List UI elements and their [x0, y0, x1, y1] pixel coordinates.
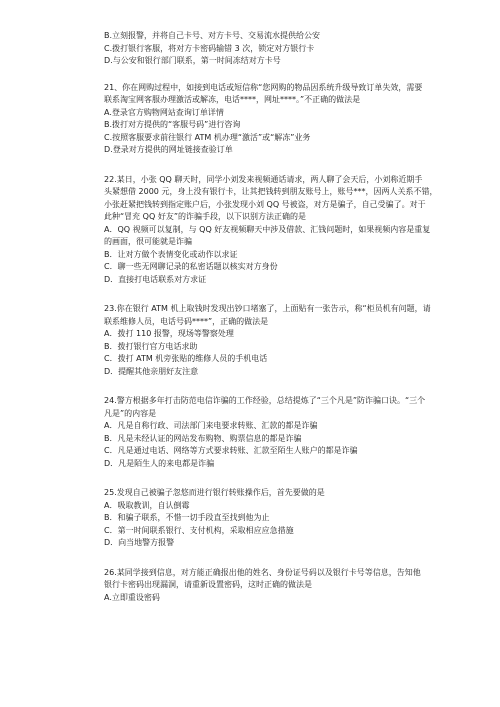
- question-23: [104, 303, 434, 378]
- option-line: A．吸取教训，自认倒霉: [104, 500, 190, 510]
- question-text-line: 22.某日，小张 QQ 聊天时，同学小刘发来视频通话请求，两人聊了会天后，小刘称近期手: [104, 174, 423, 184]
- question-text-line: 25.发现自己被骗子忽悠而进行银行转账操作后，首先要做的是: [104, 488, 325, 497]
- option-line: D.登录对方提供的网址链接查验订单: [104, 145, 233, 154]
- option-line: A．拨打 110 报警，现场等警察处理: [104, 329, 234, 338]
- option-line: A．QQ 视频可以复制，与 QQ 好友视频聊天中涉及借款、汇钱问题时，如果视频内容是重复: [104, 224, 431, 234]
- option-line: C．第一时间联系银行、支付机构，采取相应应急措施: [104, 525, 294, 535]
- option-line: D．提醒其他亲朋好友注意: [104, 366, 199, 376]
- question-24: [104, 395, 434, 470]
- option-line: D．直接打电话联系对方求证: [104, 274, 207, 284]
- question-text-line: 小张赶紧把钱转到指定账户后，小张发现小刘 QQ 号被盗，对方是骗子，自己受骗了。对于: [104, 199, 426, 209]
- option-line: C．聊一些无网聊记录的私密话题以核实对方身份: [104, 262, 278, 271]
- previous-question-options: [104, 30, 434, 68]
- option-line: A.登录官方购物网站查询订单详情: [104, 107, 224, 117]
- question-text-line: 此种“冒充 QQ 好友”的诈骗手段，以下识别方法正确的是: [104, 212, 306, 221]
- question-text-line: 21、你在网购过程中，如接到电话或短信称“您网购的物品因系统升级导致订单失效，需要: [104, 82, 423, 92]
- question-text-line: 凡是”的内容是: [104, 408, 157, 418]
- option-line: D．凡是陌生人的来电都是诈骗: [104, 458, 215, 468]
- option-line: B．凡是未经认证的网站发布购物、购票信息的都是诈骗: [104, 433, 302, 443]
- question-text-line: 联系淘宝网客服办理激活或解冻，电话****，网址****。”不正确的做法是: [104, 95, 361, 104]
- option-line: C．凡是通过电话、网络等方式要求转账、汇款至陌生人账户的都是诈骗: [104, 446, 358, 455]
- question-26: [104, 567, 434, 605]
- question-text-line: 26.某同学接到信息，对方能正确报出他的姓名、身份证号码以及银行卡号等信息，告知他: [104, 567, 421, 577]
- question-text-line: 联系维修人员，电话号码****”，正确的做法是: [104, 316, 269, 326]
- question-text-line: 头紧想借 2000 元，身上没有银行卡，让其把钱转到朋友账号上，账号***，因两人关系不错，: [104, 187, 438, 196]
- question-text-line: 银行卡密码出现漏洞，请重新设置密码，这时正确的做法是: [104, 580, 312, 589]
- option-line: B．和骗子联系，不惜一切手段直至找到他为止: [104, 513, 270, 522]
- question-text-line: 24.警方根据多年打击防范电信诈骗的工作经验，总结提炼了“三个凡是”防诈骗口诀。“三个: [104, 396, 426, 405]
- question-25: [104, 487, 434, 550]
- option-line: C．拨打 ATM 机旁张贴的维修人员的手机电话: [104, 354, 268, 363]
- document-page: [104, 30, 438, 604]
- option-line: D.与公安和银行部门联系，第一时间冻结对方卡号: [104, 56, 281, 65]
- option-line: A．凡是自称行政、司法部门来电要求转账、汇款的都是诈骗: [104, 421, 318, 430]
- option-line: B．让对方做个表情变化或动作以求证: [104, 249, 238, 259]
- option-line: C.拨打银行客服，将对方卡密码输错 3 次，锁定对方银行卡: [104, 43, 315, 53]
- question-22: [104, 174, 438, 287]
- option-line: D．向当地警方报警: [104, 538, 175, 547]
- option-line: B.立刻报警，并将自己卡号、对方卡号、交易流水提供给公安: [104, 31, 321, 40]
- question-text-line: 23.你在银行 ATM 机上取钱时发现出钞口堵塞了，上面贴有一张告示，称“柜员机有问题，请: [104, 304, 431, 313]
- option-line: B．拨打银行官方电话求助: [104, 341, 198, 351]
- option-line: 的画面，很可能就是诈骗: [104, 237, 192, 246]
- question-21: [104, 82, 434, 157]
- option-line: A.立即重设密码: [104, 592, 160, 602]
- option-line: C.按照客服要求前往银行 ATM 机办理“激活”或“解冻”业务: [104, 132, 311, 142]
- option-line: B.拨打对方提供的“客服号码”进行咨询: [104, 120, 241, 129]
